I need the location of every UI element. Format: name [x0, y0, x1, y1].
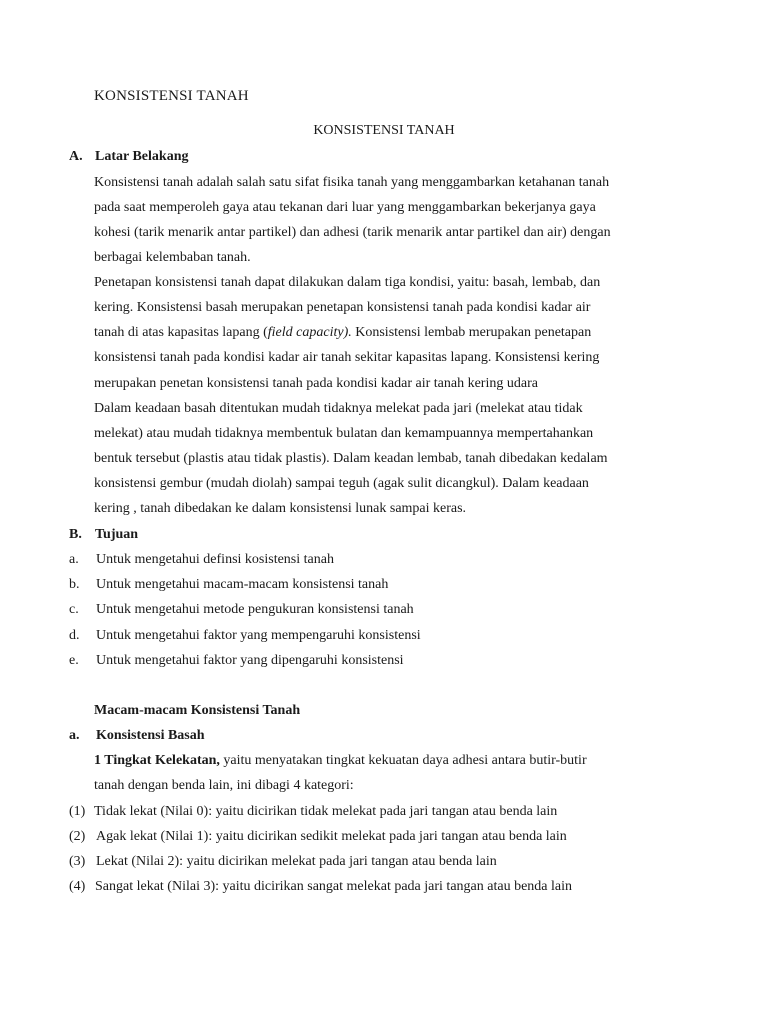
section-b-marker: B.	[69, 527, 82, 542]
paragraph-3-line: melekat) atau mudah tidaknya membentuk bulatan dan kemampuannya mempertahankan	[94, 426, 594, 441]
paragraph-2-text: tanah di atas kapasitas lapang (	[94, 325, 268, 340]
category-item: Tidak lekat (Nilai 0): yaitu dicirikan tidak melekat pada jari tangan atau benda lain	[94, 804, 558, 819]
section-b-heading: Tujuan	[95, 527, 139, 542]
paragraph-2-line: Penetapan konsistensi tanah dapat dilakukan dalam tiga kondisi, yaitu: basah, lembab, dan	[94, 275, 601, 290]
category-item: Lekat (Nilai 2): yaitu dicirikan melekat pada jari tangan atau benda lain	[96, 854, 497, 869]
paragraph-3-line: Dalam keadaan basah ditentukan mudah tidaknya melekat pada jari (melekat atau tidak	[94, 401, 583, 416]
kelekatan-line	[94, 753, 587, 769]
goal-marker: a.	[69, 552, 79, 567]
paragraph-2-text: Konsistensi lembab merupakan penetapan	[351, 325, 592, 340]
goal-marker: d.	[69, 628, 80, 643]
centered-title: KONSISTENSI TANAH	[313, 123, 455, 138]
paragraph-1-line: pada saat memperoleh gaya atau tekanan dari luar yang menggambarkan bekerjanya gaya	[94, 200, 596, 215]
category-marker: (2)	[69, 829, 86, 844]
kelekatan-text: yaitu menyatakan tingkat kekuatan daya adhesi antara butir-butir	[219, 753, 587, 768]
goal-marker: b.	[69, 577, 80, 592]
paragraph-3-line: konsistensi gembur (mudah diolah) sampai teguh (agak sulit dicangkul). Dalam keadaan	[94, 476, 589, 491]
document-title: KONSISTENSI TANAH	[94, 88, 249, 104]
goal-item: Untuk mengetahui faktor yang dipengaruhi konsistensi	[96, 653, 404, 668]
goal-item: Untuk mengetahui macam-macam konsistensi tanah	[96, 577, 389, 592]
paragraph-1-line: kohesi (tarik menarik antar partikel) dan adhesi (tarik menarik antar partikel dan air) dengan	[94, 225, 611, 240]
category-item: Sangat lekat (Nilai 3): yaitu dicirikan sangat melekat pada jari tangan atau benda lain	[95, 879, 572, 894]
section-a-marker: A.	[69, 149, 83, 164]
paragraph-1-line: Konsistensi tanah adalah salah satu sifat fisika tanah yang menggambarkan ketahanan tanah	[94, 175, 610, 190]
field-capacity-italic: field capacity).	[267, 325, 352, 340]
paragraph-3-line: bentuk tersebut (plastis atau tidak plastis). Dalam keadan lembab, tanah dibedakan kedalam	[94, 451, 608, 466]
paragraph-2-line	[94, 325, 591, 341]
goal-item: Untuk mengetahui definsi kosistensi tanah	[96, 552, 334, 567]
subsection-a-heading: Konsistensi Basah	[96, 728, 205, 743]
paragraph-2-line: kering. Konsistensi basah merupakan penetapan konsistensi tanah pada kondisi kadar air	[94, 300, 591, 315]
paragraph-2-line: merupakan penetan konsistensi tanah pada kondisi kadar air tanah kering udara	[94, 376, 538, 391]
category-marker: (1)	[69, 804, 86, 819]
macam-heading: Macam-macam Konsistensi Tanah	[94, 703, 301, 718]
goal-marker: e.	[69, 653, 79, 668]
goal-item: Untuk mengetahui metode pengukuran konsistensi tanah	[96, 602, 414, 617]
category-marker: (4)	[69, 879, 86, 894]
kelekatan-line: tanah dengan benda lain, ini dibagi 4 kategori:	[94, 778, 354, 793]
category-item: Agak lekat (Nilai 1): yaitu dicirikan sedikit melekat pada jari tangan atau benda lain	[96, 829, 567, 844]
subsection-a-marker: a.	[69, 728, 80, 743]
category-marker: (3)	[69, 854, 86, 869]
goal-marker: c.	[69, 602, 79, 617]
paragraph-3-line: kering , tanah dibedakan ke dalam konsistensi lunak sampai keras.	[94, 501, 467, 516]
kelekatan-label: 1 Tingkat Kelekatan,	[94, 753, 220, 768]
paragraph-2-line: konsistensi tanah pada kondisi kadar air tanah sekitar kapasitas lapang. Konsistensi kering	[94, 350, 600, 365]
section-a-heading: Latar Belakang	[95, 149, 189, 164]
paragraph-1-line: berbagai kelembaban tanah.	[94, 250, 251, 265]
goal-item: Untuk mengetahui faktor yang mempengaruhi konsistensi	[96, 628, 421, 643]
